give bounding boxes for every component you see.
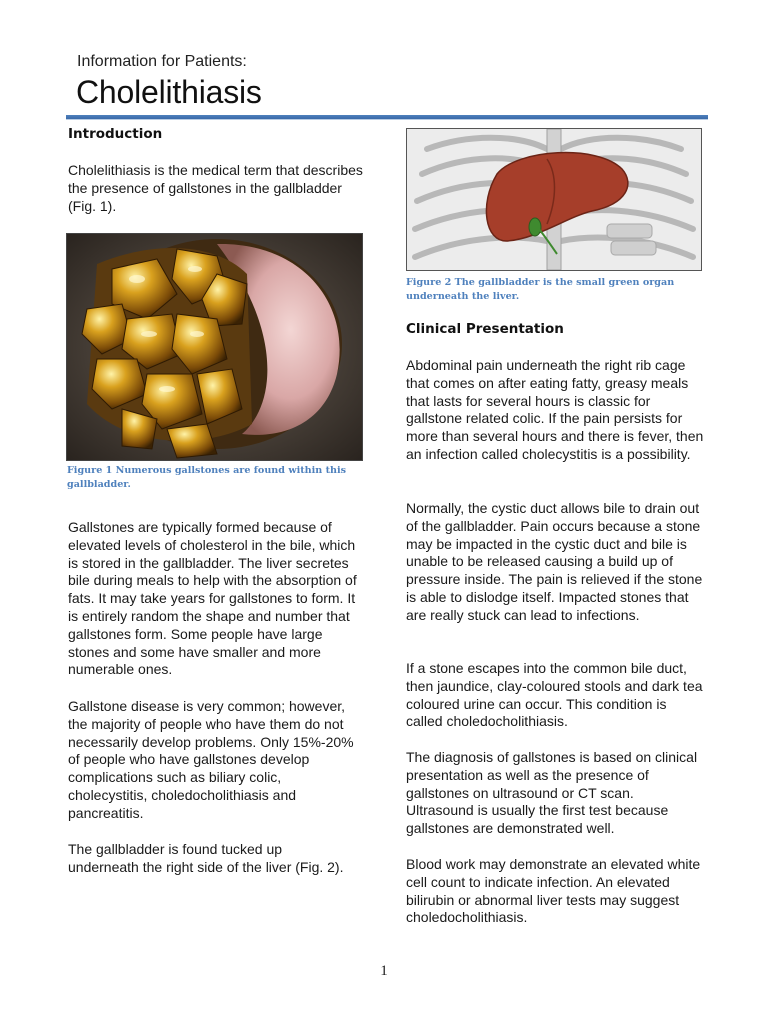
figure-1-gallstones-photo — [66, 233, 363, 461]
page-subtitle: Information for Patients: — [77, 53, 247, 70]
figure-1-caption: Figure 1 Numerous gallstones are found within this gallbladder. — [67, 465, 347, 490]
right-paragraph-4: The diagnosis of gallstones is based on clinical presentation as well as the presence of gallstones on ultrasound or CT scan. Ultrasound is usually the first test because gallstones are demonstrated well. — [406, 749, 698, 837]
figure-2-caption: Figure 2 The gallbladder is the small green organ underneath the liver. — [406, 277, 675, 302]
left-paragraph-2: Gallstone disease is very common; however, the majority of people who have them do not necessarily develop problems. Only 15%-20% of people who have gallstones develop complications such as biliary colic, cholecystitis, choledocholithiasis and pancreatitis. — [68, 698, 354, 821]
left-paragraph-3: The gallbladder is found tucked up underneath the right side of the liver (Fig. 2). — [68, 841, 344, 875]
right-paragraph-3: If a stone escapes into the common bile duct, then jaundice, clay-coloured stools and dark tea coloured urine can occur. This condition is called choledocholithiasis. — [406, 660, 703, 730]
right-paragraph-5: Blood work may demonstrate an elevated white cell count to indicate infection. An elevated bilirubin or abnormal liver tests may suggest choledocholithiasis. — [406, 856, 701, 926]
introduction-heading: Introduction — [68, 126, 163, 142]
left-paragraph-1: Gallstones are typically formed because of elevated levels of cholesterol in the bile, which is stored in the gallbladder. The liver secretes bile during meals to help with the absorption of fats. It may take years for gallstones to form. It is entirely random the shape and number that gallstones form. Some people have large stones and some have smaller and more numerable ones. — [68, 519, 357, 678]
figure-2-liver-illustration — [406, 128, 702, 271]
title-rule — [66, 115, 708, 120]
page-title: Cholelithiasis — [76, 74, 262, 110]
gallstones-illustration — [67, 234, 362, 460]
clinical-presentation-heading: Clinical Presentation — [406, 321, 564, 337]
introduction-text: Cholelithiasis is the medical term that describes the presence of gallstones in the gallbladder (Fig. 1). — [68, 162, 363, 214]
page-number: 1 — [380, 963, 388, 979]
right-paragraph-2: Normally, the cystic duct allows bile to drain out of the gallbladder. Pain occurs because a stone may be impacted in the cystic duct and bile is unable to be released causing a build up of pressure inside. The pain is relieved if the stone is able to dislodge itself. Impacted stones that are really stuck can lead to infections. — [406, 500, 703, 623]
liver-anatomy-illustration — [407, 129, 701, 270]
right-paragraph-1: Abdominal pain underneath the right rib cage that comes on after eating fatty, greasy meals that lasts for several hours is classic for gallstone related colic. If the pain persists for more than several hours and there is fever, then an infection called cholecystitis is a possibility. — [406, 357, 704, 462]
